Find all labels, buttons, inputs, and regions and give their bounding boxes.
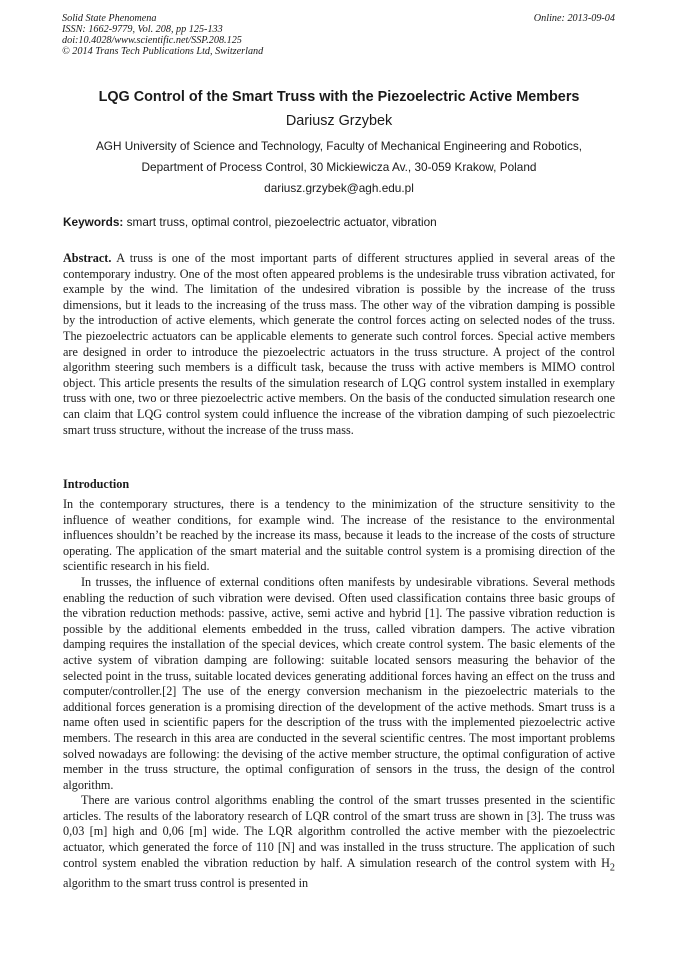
intro-paragraph-2: In trusses, the influence of external conditions often manifests by undesirable vibrations. Several methods enabling the reduction of such vibration were devised. Often used classification contains three basic groups of the vibration reduction methods: passive, active, semi active and hybrid [1]. The passive vibration reduction is possible by the additional elements embedded in the truss, called vibration dampers. The active vibration damping requires the installation of the special devices, which create control system. The basic elements of the active system of vibration damping are following: suitable located sensors measuring the behavior of the selected point in the truss, suitable located devices generating additional forces having an effect on the truss and computer/controller.[2] The use of the energy conversion mechanism in the piezoelectric materials to the additional forces generation is a promising direction of the development of the active methods. Smart truss is a name often used in scientific papers for the description of the truss with the implemented piezoelectric active members. The research in this area are conducted in the several scientific centres. The most important problems solved nowadays are following: the devising of the active member structure, the optimal configuration of active member in the truss structure, the optimal configuration of sensors in the truss, the design of the control algorithm. xyxy=(63,574,615,792)
keywords-text: smart truss, optimal control, piezoelectric actuator, vibration xyxy=(123,215,437,229)
online-date: Online: 2013-09-04 xyxy=(533,13,615,24)
intro-paragraph-3-tail: algorithm to the smart truss control is presented in xyxy=(63,875,309,890)
intro-paragraph-3 xyxy=(63,793,615,891)
journal-name: Solid State Phenomena xyxy=(62,13,157,24)
affiliation-line-1: AGH University of Science and Technology, Faculty of Mechanical Engineering and Robotics, xyxy=(95,139,583,153)
keywords xyxy=(63,215,437,229)
keywords-label: Keywords: xyxy=(63,215,124,229)
abstract xyxy=(63,251,615,438)
journal-copyright: © 2014 Trans Tech Publications Ltd, Switzerland xyxy=(62,46,264,57)
journal-info xyxy=(62,13,263,57)
section-heading-introduction: Introduction xyxy=(63,477,130,491)
intro-paragraph-3-text: There are various control algorithms enabling the control of the smart trusses presented in the scientific articles. The results of the laboratory research of LQR control of the smart truss are shown in [3]. The truss was 0,03 [m] high and 0,06 [m] wide. The LQR algorithm controlled the active member with the piezoelectric actuator, which generated the force of 110 [N] and was installed in the truss structure. The application of such control system enabled the vibration reduction by half. A simulation research of the control system with H xyxy=(63,793,615,870)
author-name: Dariusz Grzybek xyxy=(285,113,393,129)
author-email: dariusz.grzybek@agh.edu.pl xyxy=(264,181,414,195)
abstract-label: Abstract. xyxy=(63,251,112,265)
affiliation-line-2: Department of Process Control, 30 Mickiewicza Av., 30-059 Krakow, Poland xyxy=(141,160,537,174)
intro-paragraph-1: In the contemporary structures, there is a tendency to the minimization of the structure sensitivity to the influence of weather conditions, for example wind. The increase of the resistance to the environmental influences shouldn’t be reached by the increase its mass, because it leads to the increase of the costs of structure operating. The application of the smart material and the suitable control system is a promising direction of the scientific research in his field. xyxy=(63,497,615,574)
journal-issn: ISSN: 1662-9779, Vol. 208, pp 125-133 xyxy=(62,24,223,35)
abstract-text: A truss is one of the most important parts of different structures applied in several areas of the contemporary industry. One of the most often appeared problems is the undesirable truss vibration activated, for example by the wind. The limitation of the undesired vibration is possible by the increase of the truss dimensions, but it leads to the increasing of the truss mass. The other way of the vibration damping is possible by the introduction of active elements, which generate the control forces acting on selected nodes of the truss. The piezoelectric actuators can be applicable elements to generate such control forces. Special active members are designed in order to introduce the piezoelectric actuators in the truss structure. A project of the control algorithm steering such members is a difficult task, because the truss with active members is MIMO control object. This article presents the results of the simulation research of LQG control system installed in exemplary truss with one, two or three piezoelectric active members. On the basis of the conducted simulation research one can claim that LQG control system could influence the increase of the vibration damping of such piezoelectric smart truss structure, without the increase of the truss mass. xyxy=(63,251,615,437)
paper-title: LQG Control of the Smart Truss with the Piezoelectric Active Members xyxy=(98,89,580,105)
introduction-body xyxy=(63,497,615,891)
journal-doi: doi:10.4028/www.scientific.net/SSP.208.125 xyxy=(62,35,242,46)
h2-subscript: 2 xyxy=(609,862,615,874)
